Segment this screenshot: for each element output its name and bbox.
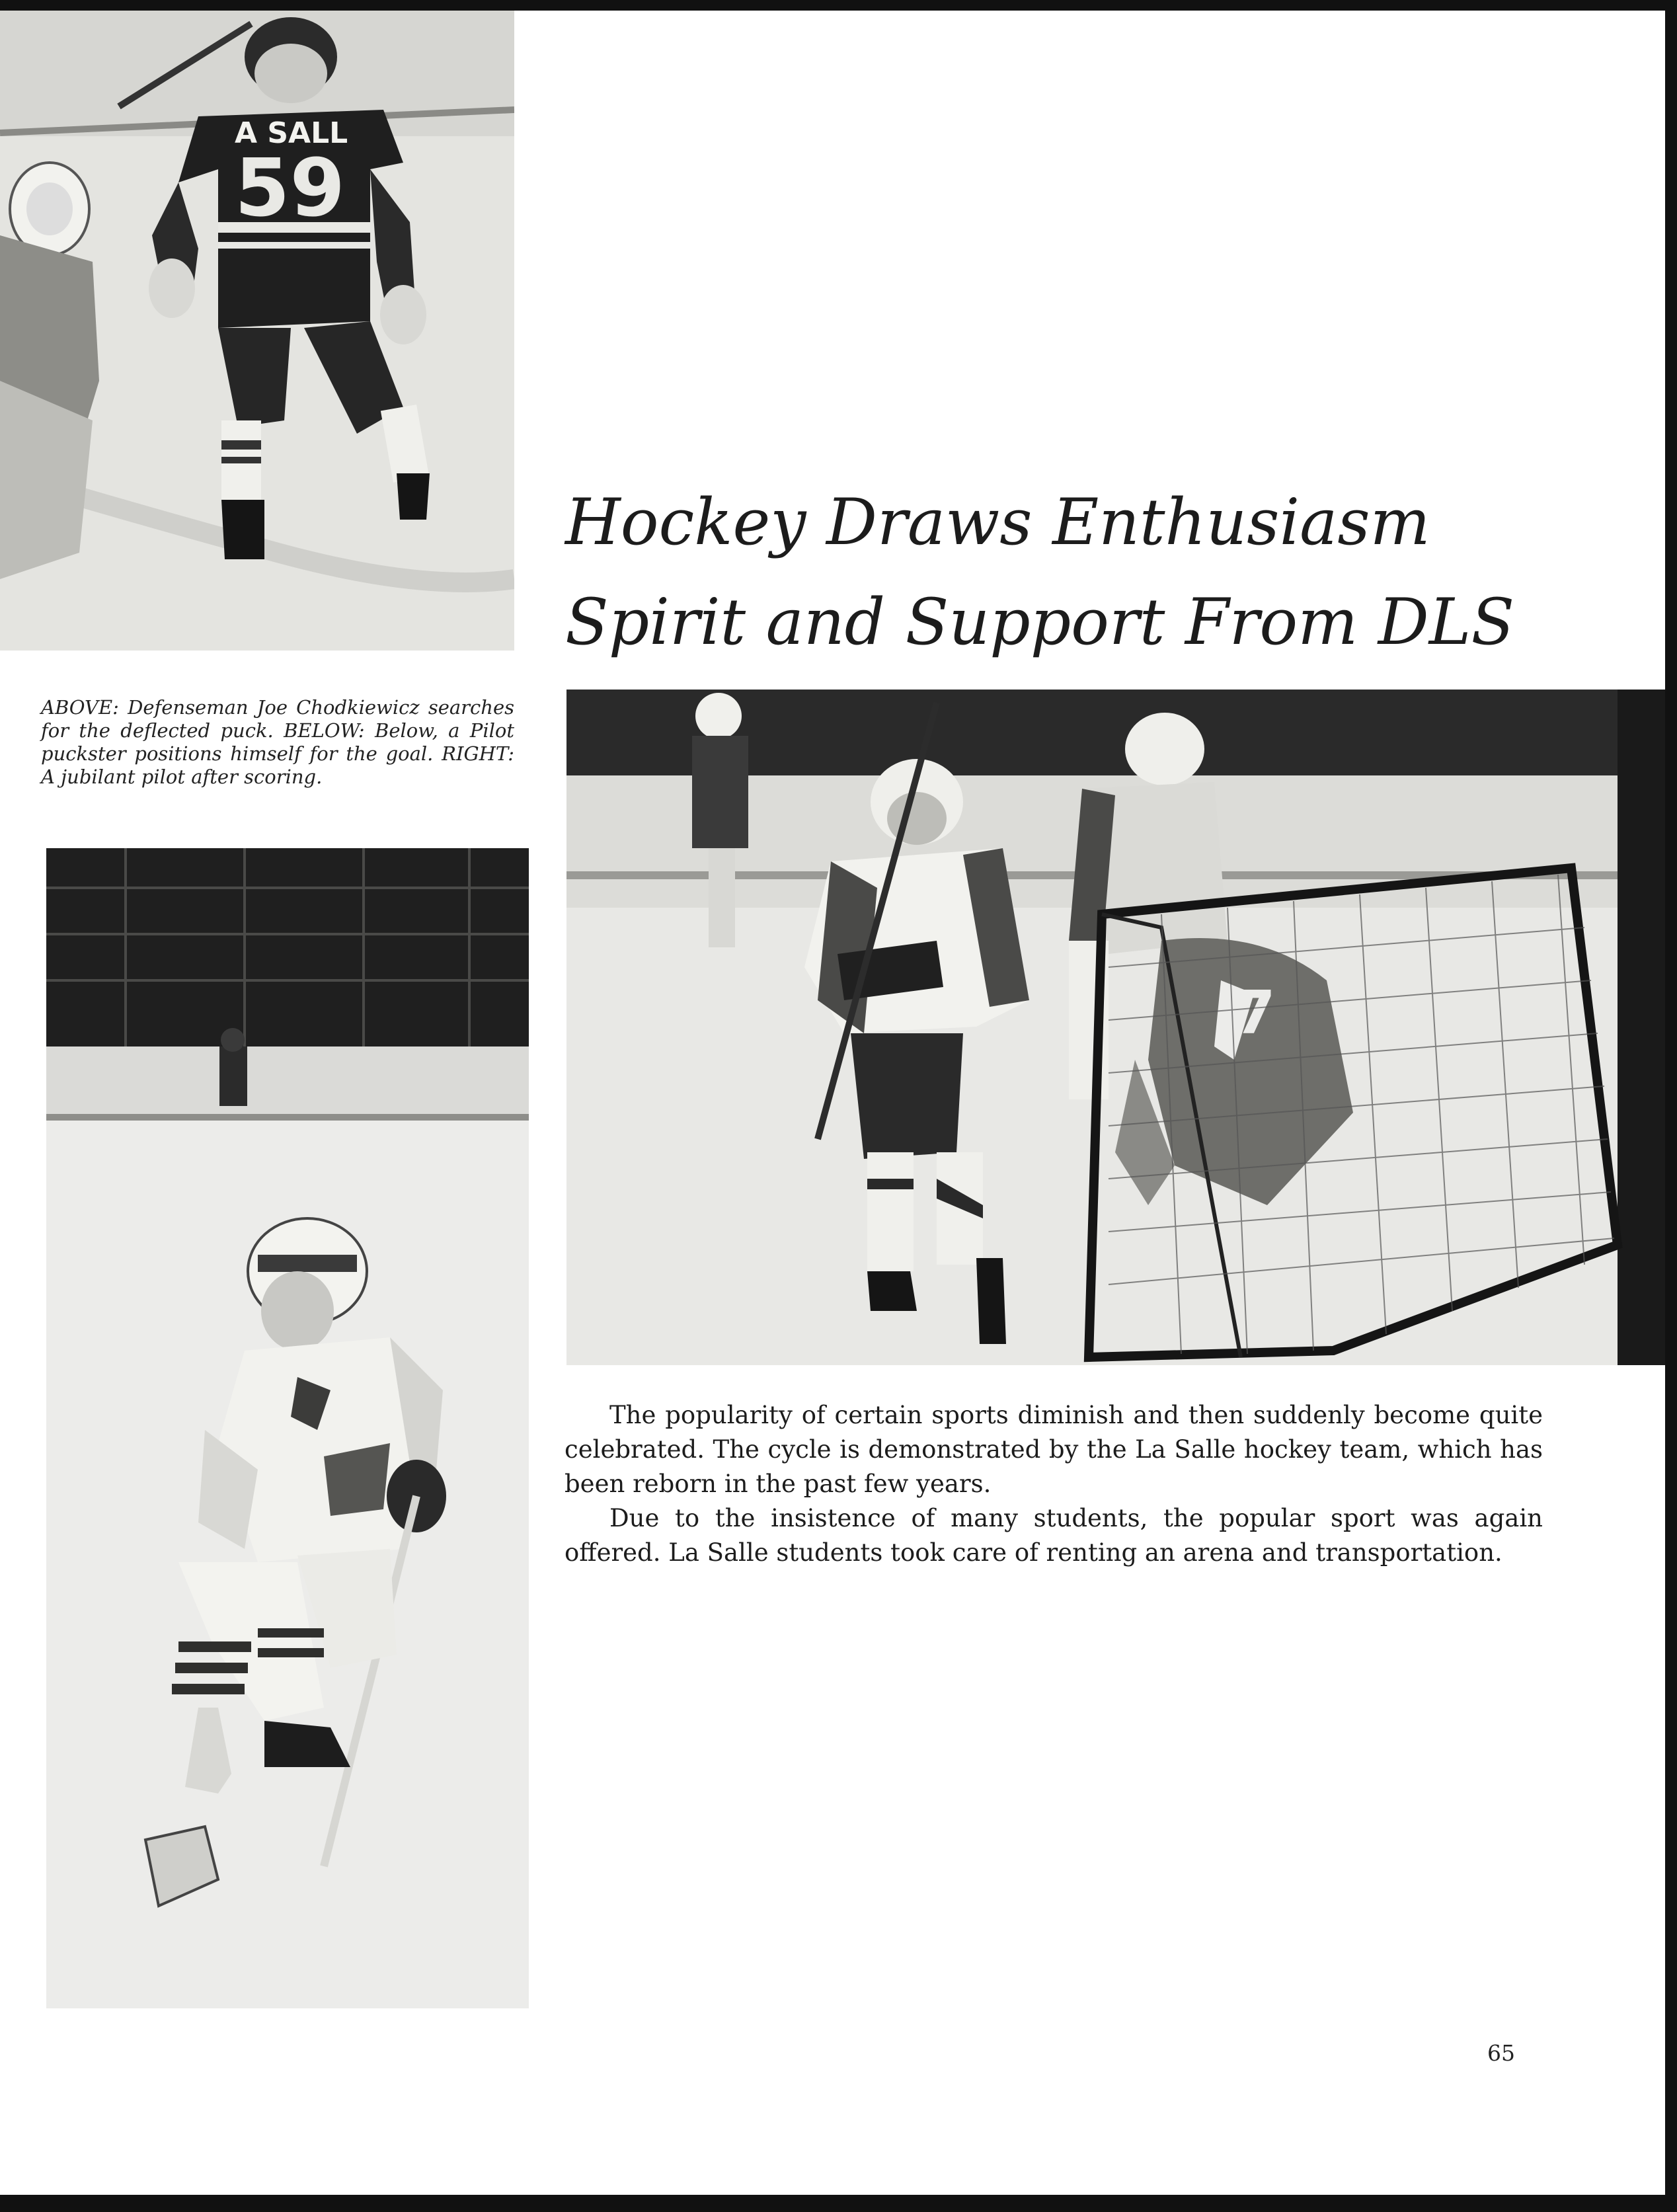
jersey-lettering: A SALL [235,116,348,150]
photo-pilot-puckster [46,848,529,2008]
jersey-number: 59 [235,143,345,235]
article-body [565,1398,1543,1570]
page-border-top [0,0,1677,11]
headline-line-1: Hockey Draws Enthusiasm [565,485,1430,559]
headline-line-2: Spirit and Support From DLS [565,585,1515,659]
photo-defenseman [0,11,514,651]
page-border-right [1665,0,1677,2212]
page-border-bottom [0,2195,1677,2212]
page-number: 65 [1487,2040,1515,2066]
photo-caption: ABOVE: Defenseman Joe Chodkiewicz searches for the deflected puck. BELOW: Below, a Pilot puckster positions himself for the goal. RIGHT: A jubilant pilot after scoring. [41,696,514,788]
goalie-number: 7 [1234,978,1276,1048]
article-paragraph: The popularity of certain sports diminish and then suddenly become quite celebrated. The cycle is demonstrated by the La Salle hockey team, which has been reborn in the past few years. [565,1401,1543,1498]
article-paragraph: Due to the insistence of many students, the popular sport was again offered. La Salle students took care of renting an arena and transportation. [565,1504,1543,1567]
photo-jubilant-pilot [566,690,1665,1365]
